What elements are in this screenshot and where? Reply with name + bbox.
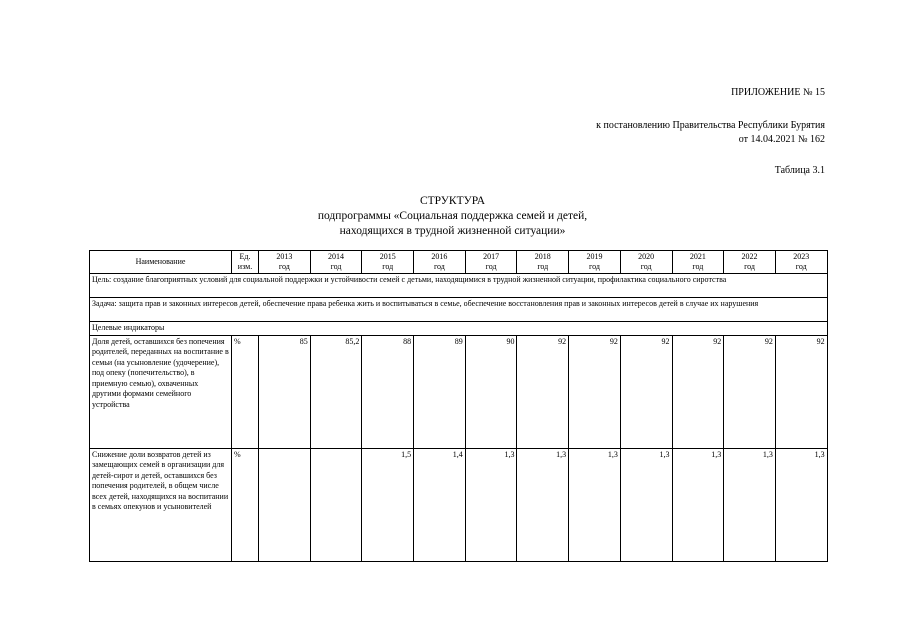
indicator-value: 1,4 — [414, 448, 466, 561]
header-year: 2017 год — [465, 251, 517, 274]
resolution-line-1: к постановлению Правительства Республики Бурятия — [596, 120, 825, 131]
indicator-value: 85 — [259, 335, 311, 448]
structure-table — [89, 250, 828, 562]
indicator-name: Доля детей, оставшихся без попечения родителей, переданных на воспитание в семьи (на усыновление (удочерение), под опеку (попечительство), в приемную семью), охваченных другими формами семейного устройства — [90, 335, 232, 448]
indicator-value: 1,3 — [620, 448, 672, 561]
indicator-value: 1,3 — [517, 448, 569, 561]
indicator-value: 92 — [517, 335, 569, 448]
document-subtitle-line-1: подпрограммы «Социальная поддержка семей и детей, — [317, 210, 588, 222]
indicator-name: Снижение доли возвратов детей из замещающих семей в организации для детей-сирот и детей, оставшихся без попечения родителей, в общем числе всех детей, находящихся на воспитании в семьях опекунов и усыновителей — [90, 448, 232, 561]
header-year: 2021 год — [672, 251, 724, 274]
indicator-value — [259, 448, 311, 561]
indicators-row — [90, 322, 828, 336]
indicators-label: Целевые индикаторы — [90, 322, 828, 336]
indicator-unit: % — [232, 448, 259, 561]
indicator-value: 89 — [414, 335, 466, 448]
header-year: 2016 год — [414, 251, 466, 274]
indicator-value: 85,2 — [310, 335, 362, 448]
indicator-unit: % — [232, 335, 259, 448]
appendix-label: ПРИЛОЖЕНИЕ № 15 — [731, 87, 825, 98]
header-unit: Ед. изм. — [232, 251, 259, 274]
task-row — [90, 298, 828, 322]
resolution-line-2: от 14.04.2021 № 162 — [738, 134, 825, 145]
indicator-value: 88 — [362, 335, 414, 448]
indicator-value — [310, 448, 362, 561]
header-name: Наименование — [90, 251, 232, 274]
table-row — [90, 448, 828, 561]
header-year: 2019 год — [569, 251, 621, 274]
indicator-value: 1,3 — [569, 448, 621, 561]
header-year: 2015 год — [362, 251, 414, 274]
goal-text: Цель: создание благоприятных условий для социальной поддержки и устойчивости семей с детьми, находящимися в трудной жизненной ситуации, профилактика социального сиротства — [90, 274, 828, 298]
indicator-value: 1,3 — [672, 448, 724, 561]
table-header-row — [90, 251, 828, 274]
table-row — [90, 335, 828, 448]
header-year: 2020 год — [620, 251, 672, 274]
indicator-value: 92 — [672, 335, 724, 448]
header-year: 2014 год — [310, 251, 362, 274]
header-year: 2013 год — [259, 251, 311, 274]
indicator-value: 1,3 — [724, 448, 776, 561]
indicator-value: 1,3 — [465, 448, 517, 561]
indicator-value: 92 — [620, 335, 672, 448]
indicator-value: 1,5 — [362, 448, 414, 561]
indicator-value: 1,3 — [775, 448, 827, 561]
indicator-value: 92 — [569, 335, 621, 448]
indicator-value: 92 — [724, 335, 776, 448]
header-year: 2018 год — [517, 251, 569, 274]
indicator-value: 90 — [465, 335, 517, 448]
goal-row — [90, 274, 828, 298]
table-number: Таблица 3.1 — [774, 165, 825, 176]
document-title: СТРУКТУРА — [419, 195, 485, 207]
task-text: Задача: защита прав и законных интересов детей, обеспечение права ребенка жить и воспитываться в семье, обеспечение восстановления прав и законных интересов детей в случае их нарушения — [90, 298, 828, 322]
header-year: 2023 год — [775, 251, 827, 274]
indicator-value: 92 — [775, 335, 827, 448]
document-subtitle-line-2: находящихся в трудной жизненной ситуации» — [339, 225, 566, 237]
header-year: 2022 год — [724, 251, 776, 274]
